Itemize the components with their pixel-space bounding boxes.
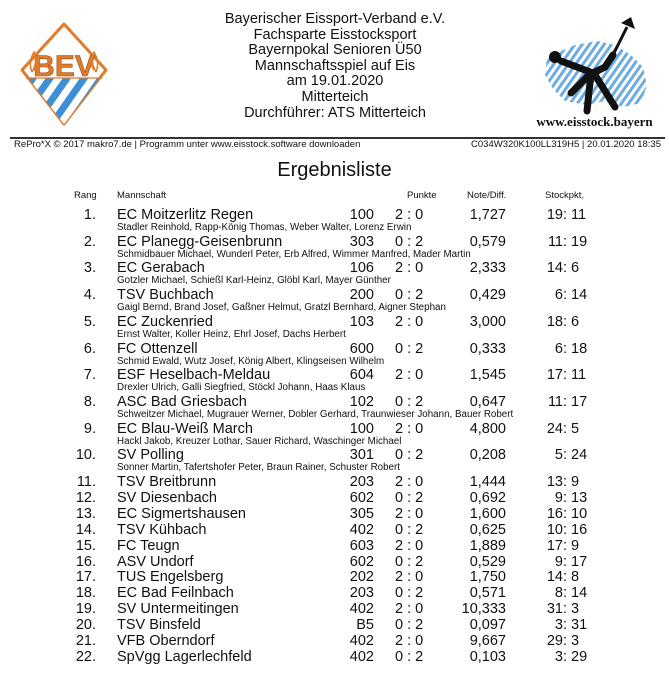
stockpunkte-for: 17 [546,537,563,554]
team-code-cell: 100 [349,207,374,223]
stockpunkte-separator: : [563,393,568,410]
stockpunkte-for: 17 [546,367,563,384]
team-code-cell: 402 [349,601,374,618]
points-cell: 0 : 2 [395,287,424,304]
stockpunkte-against: 13 [571,489,588,506]
stockpunkte-separator: : [563,474,568,490]
header-line: am 19.01.2020 [286,73,384,90]
points-cell: 0 : 2 [395,648,424,665]
stockpunkte-for: 24 [546,420,563,437]
points-cell: 2 : 0 [395,505,424,522]
team-code-cell: 602 [349,489,374,506]
team-players: Schmid Ewald, Wutz Josef, König Albert, Klingseisen Wilhelm [117,355,385,367]
note-diff-cell: 0,097 [469,617,506,634]
rank-cell: 9. [83,420,96,437]
team-players: Schmidbauer Michael, Wunderl Peter, Erb Alfred, Wimmer Manfred, Mader Martin [117,248,471,260]
stockpunkte-against: 11 [571,207,587,223]
stockpunkte-against: 11 [571,367,587,384]
stockpunkte-against: 3 [571,633,580,649]
bev-logo-icon [18,20,110,128]
stockpunkte-against: 9 [571,537,580,554]
stockpunkte-against: 16 [571,521,588,538]
team-cell: EC Planegg-Geisenbrunn [117,233,283,250]
stockpunkte-against: 18 [571,340,588,357]
team-code-cell: 604 [349,367,374,384]
rank-cell: 1. [83,207,96,223]
stockpunkte-against: 6 [571,313,580,330]
column-header-note: Note/Diff. [467,190,507,201]
stockpunkte-separator: : [563,287,568,304]
stockpunkte-separator: : [563,489,568,506]
points-cell: 2 : 0 [395,260,424,277]
team-code-cell: 600 [349,340,374,357]
stockpunkte-separator: : [563,617,568,634]
rank-cell: 22. [75,648,96,665]
team-cell: TSV Binsfeld [117,617,201,634]
team-code-cell: 100 [349,420,374,437]
stockpunkte-separator: : [563,633,568,649]
points-cell: 0 : 2 [395,340,424,357]
stockpunkte-against: 9 [571,474,580,490]
stockpunkte-against: 8 [571,569,580,586]
rank-cell: 6. [83,340,96,357]
team-code-cell: 303 [349,233,374,250]
stockpunkte-for: 14 [546,569,563,586]
team-cell: TUS Engelsberg [117,569,224,586]
rank-cell: 12. [75,489,96,506]
stockpunkte-for: 3 [554,617,563,634]
stockpunkte-separator: : [563,233,568,250]
header-line: Mitterteich [301,88,369,105]
stockpunkte-separator: : [563,601,568,618]
team-cell: ASV Undorf [117,553,194,570]
stockpunkte-separator: : [563,569,568,586]
stockpunkte-for: 18 [546,313,563,330]
team-cell: EC Sigmertshausen [117,505,246,522]
note-diff-cell: 1,889 [469,537,506,554]
note-diff-cell: 4,800 [469,420,506,437]
points-cell: 2 : 0 [395,420,424,437]
stockpunkte-against: 3 [571,601,580,618]
page-title: Ergebnisliste [277,159,392,181]
points-cell: 0 : 2 [395,393,424,410]
points-cell: 0 : 2 [395,489,424,506]
stockpunkte-separator: : [563,505,568,522]
team-cell: SpVgg Lagerlechfeld [117,648,252,665]
team-players: Ernst Walter, Koller Heinz, Ehrl Josef, Dachs Herbert [117,328,346,340]
stockpunkte-for: 9 [554,553,563,570]
team-code-cell: B5 [356,617,374,634]
team-code-cell: 301 [349,447,374,464]
software-credit: RePro*X © 2017 makro7.de | Programm unter www.eisstock.software downloaden [14,139,361,150]
stockpunkte-for: 8 [554,585,563,602]
team-cell: ESF Heselbach-Meldau [117,367,271,384]
stockpunkte-for: 29 [546,633,563,649]
team-cell: TSV Buchbach [117,287,214,304]
header-line: Durchführer: ATS Mitterteich [244,104,426,121]
team-cell: ASC Bad Griesbach [117,393,247,410]
team-code-cell: 102 [349,393,374,410]
header-line: Mannschaftsspiel auf Eis [254,57,416,74]
team-cell: VFB Oberndorf [117,633,215,649]
team-cell: EC Bad Feilnbach [117,585,234,602]
team-code-cell: 602 [349,553,374,570]
stockpunkte-for: 3 [554,648,563,665]
points-cell: 0 : 2 [395,521,424,538]
points-cell: 0 : 2 [395,553,424,570]
stockpunkte-separator: : [563,313,568,330]
note-diff-cell: 0,579 [469,233,506,250]
note-diff-cell: 0,647 [469,393,506,410]
rank-cell: 17. [75,569,96,586]
team-code-cell: 106 [349,260,374,277]
team-cell: FC Ottenzell [117,340,198,357]
stockpunkte-against: 14 [571,287,588,304]
stockpunkte-against: 5 [571,420,580,437]
team-players: Sonner Martin, Tafertshofer Peter, Braun Rainer, Schuster Robert [117,462,400,474]
note-diff-cell: 0,692 [469,489,506,506]
points-cell: 2 : 0 [395,313,424,330]
report-code-timestamp: C034W320K100LL319H5 | 20.01.2020 18:35 [471,139,661,150]
note-diff-cell: 0,429 [469,287,506,304]
stockpunkte-separator: : [563,260,568,277]
team-cell: EC Zuckenried [117,313,213,330]
rank-cell: 20. [75,617,96,634]
stockpunkte-for: 14 [546,260,563,277]
column-header-stockpunkte: Stockpkt. [545,190,585,201]
stockpunkte-separator: : [563,447,568,464]
stockpunkte-separator: : [563,585,568,602]
rank-cell: 4. [83,287,96,304]
stockpunkte-against: 14 [571,585,588,602]
stockpunkte-for: 31 [546,601,563,618]
stockpunkte-against: 17 [571,553,588,570]
stockpunkte-for: 10 [546,521,563,538]
rank-cell: 5. [83,313,96,330]
team-players: Schweitzer Michael, Mugrauer Werner, Dobler Gerhard, Traunwieser Johann, Bauer Robert [117,408,514,420]
stockpunkte-for: 11 [547,233,563,250]
rank-cell: 19. [75,601,96,618]
note-diff-cell: 1,444 [469,474,506,490]
team-cell: SV Untermeitingen [117,601,239,618]
team-code-cell: 402 [349,521,374,538]
stockpunkte-for: 5 [554,447,563,464]
stockpunkte-against: 17 [571,393,588,410]
note-diff-cell: 0,625 [469,521,506,538]
rank-cell: 8. [83,393,96,410]
points-cell: 0 : 2 [395,617,424,634]
note-diff-cell: 1,750 [469,569,506,586]
stockpunkte-against: 29 [571,648,588,665]
stockpunkte-against: 24 [571,447,588,464]
stockpunkte-against: 31 [571,617,588,634]
eisstock-player-icon [535,15,663,115]
team-code-cell: 402 [349,633,374,649]
points-cell: 2 : 0 [395,601,424,618]
team-players: Stadler Reinhold, Rapp-König Thomas, Weber Walter, Lorenz Erwin [117,222,412,233]
points-cell: 2 : 0 [395,633,424,649]
header-line: Fachsparte Eisstocksport [253,26,417,43]
stockpunkte-against: 6 [571,260,580,277]
result-row [0,649,669,667]
header-line: Bayerischer Eissport-Verband e.V. [224,11,446,27]
note-diff-cell: 9,667 [469,633,506,649]
note-diff-cell: 0,529 [469,553,506,570]
stockpunkte-separator: : [563,340,568,357]
note-diff-cell: 10,333 [461,601,506,618]
rank-cell: 2. [83,233,96,250]
stockpunkte-for: 16 [546,505,563,522]
rank-cell: 18. [75,585,96,602]
column-header-mannschaft: Mannschaft [117,190,167,201]
stockpunkte-for: 6 [554,340,563,357]
note-diff-cell: 2,333 [469,260,506,277]
team-players: Gotzler Michael, Schießl Karl-Heinz, Glöbl Karl, Mayer Günther [117,275,391,287]
column-header-rang: Rang [74,190,97,201]
team-code-cell: 305 [349,505,374,522]
team-code-cell: 203 [349,585,374,602]
rank-cell: 3. [83,260,96,277]
note-diff-cell: 1,727 [469,207,506,223]
team-code-cell: 200 [349,287,374,304]
team-cell: EC Blau-Weiß March [117,420,253,437]
rank-cell: 10. [75,447,96,464]
points-cell: 2 : 0 [395,537,424,554]
stockpunkte-against: 10 [571,505,588,522]
stockpunkte-separator: : [563,207,568,223]
stockpunkte-for: 6 [554,287,563,304]
team-cell: SV Polling [117,447,184,464]
stockpunkte-for: 11 [547,393,563,410]
points-cell: 2 : 0 [395,367,424,384]
team-code-cell: 402 [349,648,374,665]
points-cell: 0 : 2 [395,447,424,464]
stockpunkte-separator: : [563,521,568,538]
stockpunkte-against: 19 [571,233,588,250]
stockpunkte-for: 9 [554,489,563,506]
team-cell: TSV Breitbrunn [117,474,217,490]
rank-cell: 15. [75,537,96,554]
team-cell: SV Diesenbach [117,489,217,506]
stockpunkte-for: 19 [546,207,563,223]
note-diff-cell: 3,000 [469,313,506,330]
header-line: Bayernpokal Senioren Ü50 [248,42,422,59]
points-cell: 0 : 2 [395,233,424,250]
points-cell: 2 : 0 [395,569,424,586]
team-cell: TSV Kühbach [117,521,207,538]
note-diff-cell: 0,103 [469,648,506,665]
team-code-cell: 202 [349,569,374,586]
team-code-cell: 103 [349,313,374,330]
team-cell: EC Moitzerlitz Regen [117,207,254,223]
team-players: Gaigl Bernd, Brand Josef, Gaßner Helmut, Gratzl Bernhard, Aigner Stephan [117,302,446,314]
header-block [170,12,500,121]
note-diff-cell: 1,600 [469,505,506,522]
note-diff-cell: 0,571 [469,585,506,602]
points-cell: 2 : 0 [395,474,424,490]
team-cell: EC Gerabach [117,260,205,277]
team-code-cell: 603 [349,537,374,554]
stockpunkte-for: 13 [546,474,563,490]
stockpunkte-separator: : [563,553,568,570]
note-diff-cell: 1,545 [469,367,506,384]
note-diff-cell: 0,333 [469,340,506,357]
rank-cell: 14. [75,521,96,538]
team-players: Hackl Jakob, Kreuzer Lothar, Sauer Richard, Waschinger Michael [117,435,402,447]
team-code-cell: 203 [349,474,374,490]
stockpunkte-separator: : [563,537,568,554]
rank-cell: 7. [83,367,96,384]
note-diff-cell: 0,208 [469,447,506,464]
points-cell: 2 : 0 [395,207,424,223]
eisstock-logo-text: www.eisstock.bayern [536,114,653,129]
bev-logo-text: BEV [33,50,95,83]
stockpunkte-separator: : [563,648,568,665]
stockpunkte-separator: : [563,420,568,437]
team-cell: FC Teugn [117,537,180,554]
bev-logo [18,20,110,128]
rank-cell: 11. [76,474,96,490]
rank-cell: 13. [75,505,96,522]
team-players: Drexler Ulrich, Galli Siegfried, Stöckl Johann, Haas Klaus [117,382,366,394]
rank-cell: 16. [75,553,96,570]
column-header-punkte: Punkte [407,190,437,201]
rank-cell: 21. [75,633,96,649]
stockpunkte-separator: : [563,367,568,384]
points-cell: 0 : 2 [395,585,424,602]
